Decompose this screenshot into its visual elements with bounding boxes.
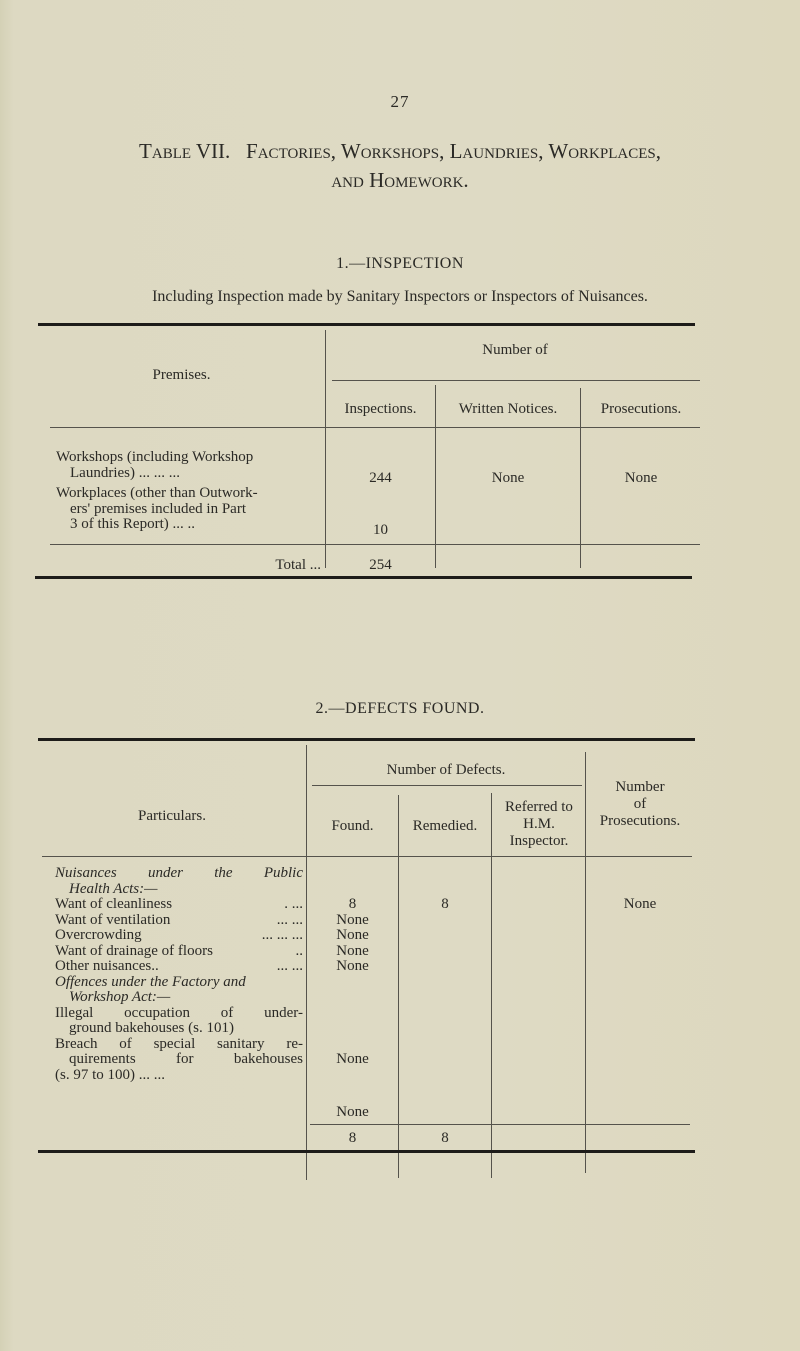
- header-inspections: Inspections.: [344, 401, 417, 417]
- header-remedied: Remedied.: [412, 818, 478, 834]
- column-divider: [398, 795, 399, 1178]
- header-number-of-defects: Number of Defects.: [386, 762, 506, 778]
- header-rule: [312, 785, 582, 786]
- particular-label: Want of ventilation: [55, 911, 171, 928]
- premises-line: Workshops (including Workshop: [56, 449, 254, 465]
- table-top-rule: [38, 738, 695, 741]
- particular-label: Overcrowding: [55, 927, 142, 943]
- premises-workshops: [56, 450, 321, 481]
- leader-dots: ... ...: [276, 911, 303, 928]
- total-found: 8: [348, 1130, 357, 1146]
- total-rule: [50, 544, 700, 545]
- prosecutions-value: None: [624, 470, 658, 486]
- header-bottom-rule: [50, 427, 700, 428]
- particular-item: [55, 959, 303, 975]
- particular-item-cont: quirements for bakehouses: [69, 1051, 303, 1067]
- leader-dots: ... ... ...: [261, 927, 303, 943]
- header-prosecutions-line: Prosecutions.: [599, 813, 681, 829]
- header-referred: [492, 799, 586, 850]
- found-value: 8: [348, 896, 357, 912]
- particular-item: [55, 928, 303, 944]
- inspection-heading: 1.—INSPECTION: [336, 255, 464, 272]
- found-value: None: [336, 1051, 369, 1067]
- leader-dots: . ...: [284, 896, 303, 912]
- particular-item: [55, 944, 303, 960]
- premises-line: ers' premises included in Part: [70, 500, 246, 517]
- premises-line: Workplaces (other than Outwork-: [56, 485, 258, 501]
- header-referred-line: H.M.: [523, 816, 555, 832]
- table-number: Table VII.: [139, 139, 231, 163]
- group-title: Offences under the Factory and: [55, 973, 246, 990]
- found-value: None: [336, 927, 369, 943]
- leader-dots: ... ...: [276, 958, 303, 974]
- table-title: [0, 137, 800, 195]
- header-prosecutions: Prosecutions.: [600, 401, 682, 417]
- total-rule: [310, 1124, 690, 1125]
- inspections-value: 244: [369, 470, 392, 486]
- inspection-subtitle: Including Inspection made by Sanitary Inspectors or Inspectors of Nuisances.: [152, 288, 648, 305]
- header-bottom-rule: [42, 856, 692, 857]
- group-title: Nuisances under the Public: [55, 865, 303, 881]
- total-inspections: 254: [369, 557, 392, 573]
- header-particulars: Particulars.: [138, 808, 206, 824]
- column-divider: [585, 880, 586, 1173]
- found-value: None: [336, 942, 369, 959]
- table-bottom-rule: [35, 576, 692, 579]
- found-values: [307, 897, 398, 975]
- table-bottom-rule: [38, 1150, 695, 1153]
- leader-dots: ..: [295, 942, 303, 959]
- particular-label: Want of drainage of floors: [55, 942, 213, 959]
- premises-workplaces: [56, 486, 321, 533]
- header-rule: [332, 380, 700, 381]
- header-found: Found.: [331, 818, 374, 834]
- column-divider: [491, 793, 492, 1178]
- table-title-line-1: [0, 137, 800, 166]
- particulars-list: [55, 866, 303, 1083]
- header-written-notices: Written Notices.: [458, 401, 558, 417]
- page-number: 27: [390, 92, 410, 111]
- table-title-text: Factories, Workshops, Laundries, Workplaces,: [246, 139, 661, 163]
- particular-label: Other nuisances..: [55, 958, 159, 974]
- header-referred-line: Referred to: [505, 799, 573, 815]
- remedied-value: 8: [441, 896, 449, 912]
- header-premises: Premises.: [152, 367, 211, 383]
- particular-label: Want of cleanliness: [55, 896, 173, 912]
- group-title: Workshop Act:—: [69, 989, 171, 1005]
- header-prosecutions-line: Number: [615, 779, 665, 795]
- total-remedied: 8: [441, 1130, 449, 1146]
- prosecutions-value: None: [623, 896, 657, 912]
- header-number-of: Number of: [482, 342, 548, 358]
- particular-item: Illegal occupation of under-: [55, 1004, 303, 1021]
- found-value: None: [336, 911, 369, 928]
- defects-heading: 2.—DEFECTS FOUND.: [315, 700, 485, 717]
- particular-item-cont: (s. 97 to 100) ... ...: [55, 1066, 165, 1083]
- premises-line: 3 of this Report) ... ..: [70, 516, 195, 532]
- premises-line: Laundries) ... ... ...: [70, 464, 180, 481]
- header-number-of-prosecutions: [586, 779, 694, 830]
- written-notices-value: None: [491, 470, 525, 486]
- particular-item-cont: ground bakehouses (s. 101): [69, 1020, 234, 1036]
- group-title: Health Acts:—: [69, 880, 158, 897]
- inspections-value: 10: [373, 522, 388, 538]
- header-referred-line: Inspector.: [509, 833, 569, 849]
- particular-item: Breach of special sanitary re-: [55, 1035, 303, 1052]
- found-value: None: [336, 1104, 369, 1120]
- total-label: Total ...: [275, 557, 321, 573]
- found-value: None: [336, 958, 369, 974]
- table-title-line-2: and Homework.: [331, 168, 469, 192]
- particular-item: [55, 913, 303, 929]
- header-prosecutions-line: of: [633, 796, 647, 812]
- table-top-rule: [38, 323, 695, 326]
- particular-item: [55, 897, 303, 913]
